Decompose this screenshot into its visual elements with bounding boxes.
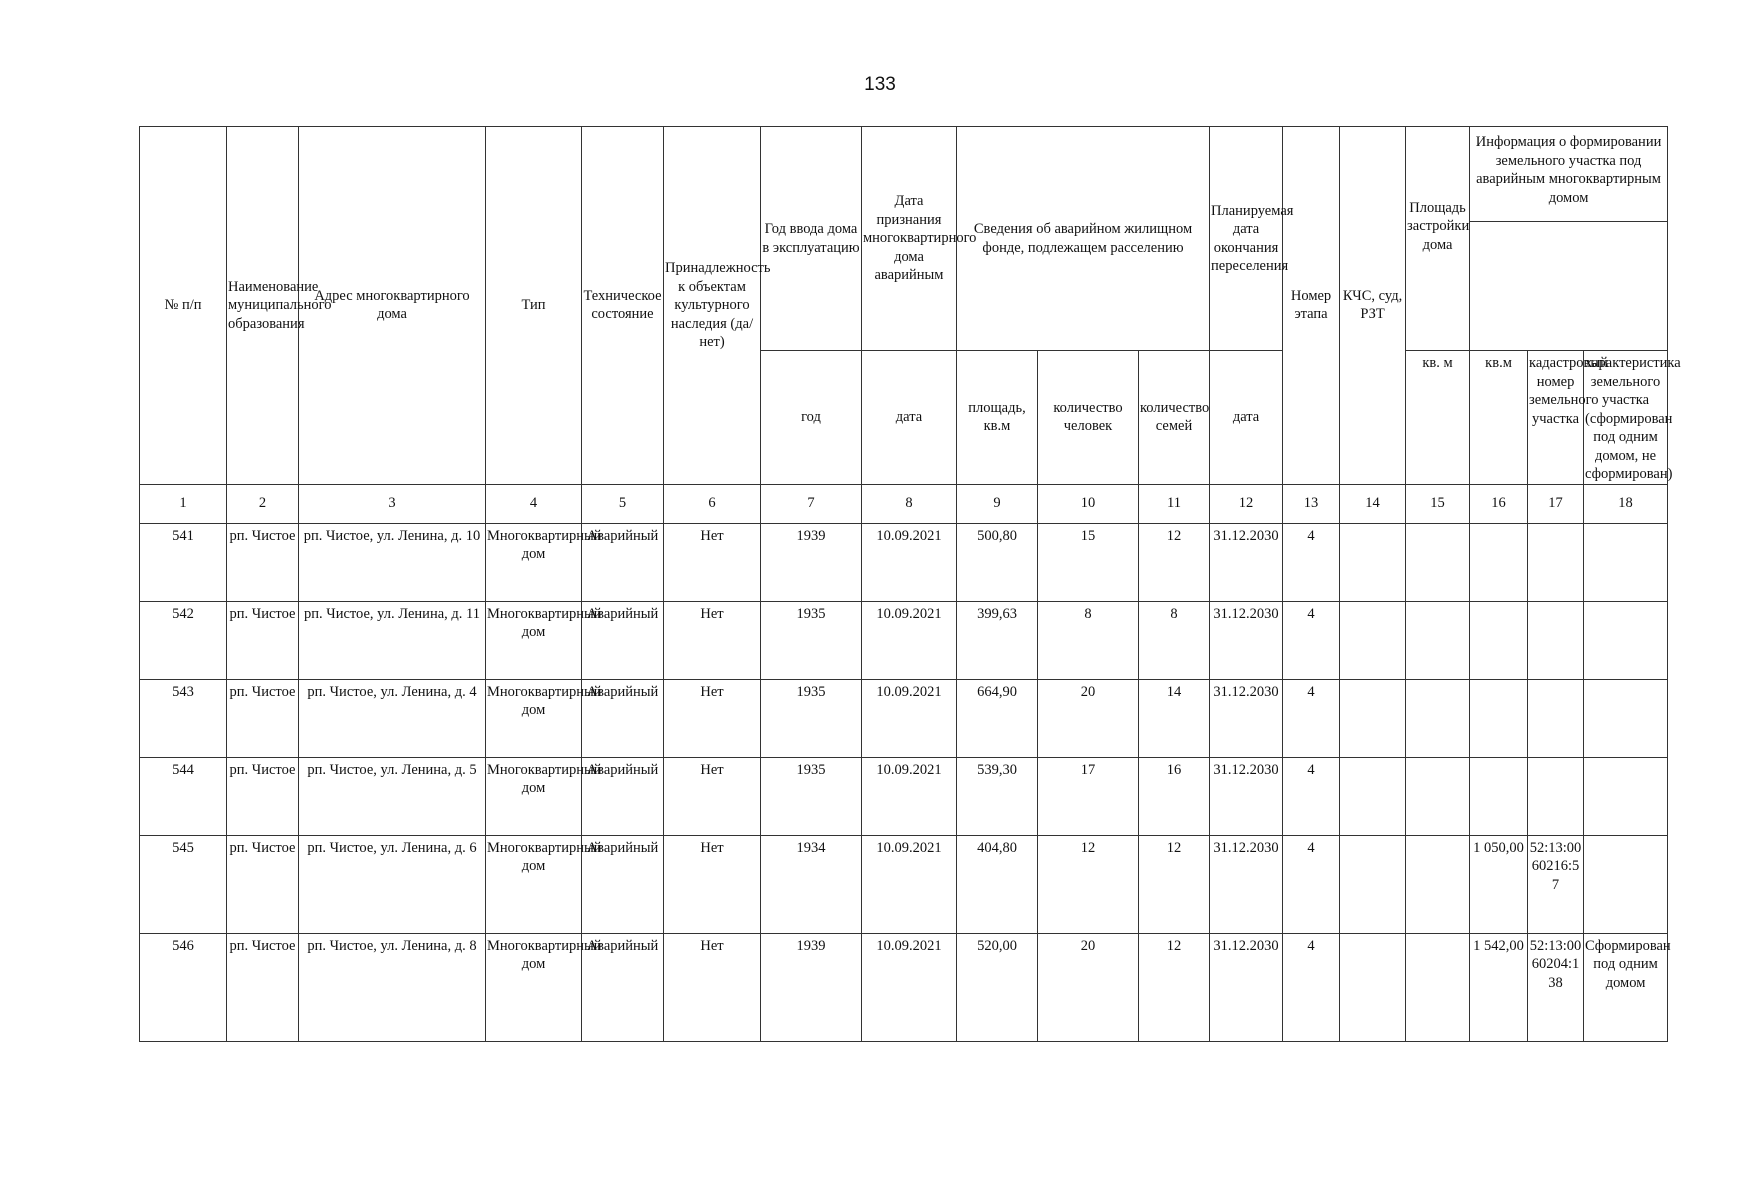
page-number: 133	[864, 74, 896, 95]
cell-plan-date: 31.12.2030	[1210, 835, 1283, 933]
cell-cadastral	[1528, 601, 1584, 679]
cell-state: Аварийный	[582, 835, 664, 933]
cell-plan-date: 31.12.2030	[1210, 933, 1283, 1041]
cell-land-char	[1584, 523, 1668, 601]
header-type: Тип	[486, 127, 582, 485]
cell-stage: 4	[1283, 523, 1340, 601]
header-cadastral-number: кадастровый номер земельного участка	[1528, 351, 1584, 485]
header-unit-kvm-16: кв.м	[1485, 355, 1512, 371]
cell-municipality: рп. Чистое	[227, 601, 299, 679]
cell-heritage: Нет	[664, 933, 761, 1041]
cell-plan-date: 31.12.2030	[1210, 523, 1283, 601]
table-row	[140, 523, 1668, 601]
cell-date: 10.09.2021	[862, 757, 957, 835]
cell-address: рп. Чистое, ул. Ленина, д. 8	[299, 933, 486, 1041]
cell-people: 17	[1038, 757, 1139, 835]
cell-families: 12	[1139, 933, 1210, 1041]
cell-stage: 4	[1283, 933, 1340, 1041]
cell-families: 12	[1139, 523, 1210, 601]
cell-land-char	[1584, 835, 1668, 933]
header-land-plot-group	[1470, 127, 1668, 351]
cell-state: Аварийный	[582, 523, 664, 601]
cell-land-char	[1584, 757, 1668, 835]
cell-area: 539,30	[957, 757, 1038, 835]
cell-date: 10.09.2021	[862, 601, 957, 679]
table-row	[140, 757, 1668, 835]
cell-state: Аварийный	[582, 679, 664, 757]
col-num-8: 8	[862, 484, 957, 523]
emergency-housing-table	[139, 126, 1681, 1042]
col-num-3: 3	[299, 484, 486, 523]
cell-kchs	[1340, 601, 1406, 679]
cell-type: Многоквартирный дом	[486, 601, 582, 679]
cell-land-char	[1584, 601, 1668, 679]
cell-stage: 4	[1283, 601, 1340, 679]
col-num-2: 2	[227, 484, 299, 523]
cell-cadastral: 52:13:0060216:57	[1528, 835, 1584, 933]
cell-plan-date: 31.12.2030	[1210, 757, 1283, 835]
cell-kchs	[1340, 835, 1406, 933]
cell-kchs	[1340, 523, 1406, 601]
cell-municipality: рп. Чистое	[227, 523, 299, 601]
cell-state: Аварийный	[582, 933, 664, 1041]
col-num-15: 15	[1406, 484, 1470, 523]
cell-state: Аварийный	[582, 757, 664, 835]
cell-address: рп. Чистое, ул. Ленина, д. 4	[299, 679, 486, 757]
cell-plan-date: 31.12.2030	[1210, 679, 1283, 757]
cell-cadastral	[1528, 523, 1584, 601]
table-row	[140, 679, 1668, 757]
cell-year: 1935	[761, 601, 862, 679]
header-stage-number: Номер этапа	[1283, 127, 1340, 485]
cell-date: 10.09.2021	[862, 523, 957, 601]
cell-kchs	[1340, 679, 1406, 757]
cell-heritage: Нет	[664, 757, 761, 835]
header-built-area: Площадь застройки дома	[1406, 127, 1470, 351]
header-unit-kvm-15: кв. м	[1406, 351, 1470, 485]
cell-land-char	[1584, 679, 1668, 757]
header-unit-area: площадь, кв.м	[957, 351, 1038, 485]
cell-heritage: Нет	[664, 523, 761, 601]
cell-municipality: рп. Чистое	[227, 757, 299, 835]
cell-num: 545	[140, 835, 227, 933]
cell-year: 1935	[761, 679, 862, 757]
cell-stage: 4	[1283, 679, 1340, 757]
cell-year: 1935	[761, 757, 862, 835]
cell-date: 10.09.2021	[862, 679, 957, 757]
col-num-7: 7	[761, 484, 862, 523]
cell-land-area	[1470, 757, 1528, 835]
header-land-plot-title: Информация о формировании земельного участка под аварийным многоквартирным домом	[1470, 130, 1667, 222]
table-row	[140, 933, 1668, 1041]
cell-land-area: 1 050,00	[1470, 835, 1528, 933]
header-commission-year: Год ввода дома в эксплуатацию	[761, 127, 862, 351]
cell-built-area	[1406, 933, 1470, 1041]
cell-built-area	[1406, 835, 1470, 933]
header-technical-state: Техническое состояние	[582, 127, 664, 485]
cell-date: 10.09.2021	[862, 933, 957, 1041]
cell-type: Многоквартирный дом	[486, 679, 582, 757]
cell-year: 1934	[761, 835, 862, 933]
cell-plan-date: 31.12.2030	[1210, 601, 1283, 679]
header-land-area	[1470, 351, 1528, 485]
cell-state: Аварийный	[582, 601, 664, 679]
cell-stage: 4	[1283, 835, 1340, 933]
col-num-9: 9	[957, 484, 1038, 523]
cell-cadastral: 52:13:0060204:138	[1528, 933, 1584, 1041]
cell-families: 8	[1139, 601, 1210, 679]
cell-land-area	[1470, 679, 1528, 757]
cell-stage: 4	[1283, 757, 1340, 835]
cell-type: Многоквартирный дом	[486, 835, 582, 933]
col-num-14: 14	[1340, 484, 1406, 523]
header-emergency-date: Дата признания многоквартирного дома аварийным	[862, 127, 957, 351]
cell-families: 16	[1139, 757, 1210, 835]
cell-address: рп. Чистое, ул. Ленина, д. 10	[299, 523, 486, 601]
cell-address: рп. Чистое, ул. Ленина, д. 11	[299, 601, 486, 679]
col-num-12: 12	[1210, 484, 1283, 523]
header-land-characteristic: характеристика земельного участка (сформирован под одним домом, не сформирован)	[1584, 351, 1668, 485]
cell-kchs	[1340, 933, 1406, 1041]
header-kchs: КЧС, суд, РЗТ	[1340, 127, 1406, 485]
cell-num: 544	[140, 757, 227, 835]
cell-municipality: рп. Чистое	[227, 835, 299, 933]
cell-municipality: рп. Чистое	[227, 679, 299, 757]
cell-address: рп. Чистое, ул. Ленина, д. 5	[299, 757, 486, 835]
header-municipality: Наименование муниципального образования	[227, 127, 299, 485]
col-num-4: 4	[486, 484, 582, 523]
cell-heritage: Нет	[664, 679, 761, 757]
col-num-18: 18	[1584, 484, 1668, 523]
cell-built-area	[1406, 679, 1470, 757]
header-address: Адрес многоквартирного дома	[299, 127, 486, 485]
cell-people: 8	[1038, 601, 1139, 679]
cell-year: 1939	[761, 933, 862, 1041]
cell-people: 20	[1038, 679, 1139, 757]
cell-people: 15	[1038, 523, 1139, 601]
cell-area: 399,63	[957, 601, 1038, 679]
cell-num: 542	[140, 601, 227, 679]
cell-municipality: рп. Чистое	[227, 933, 299, 1041]
cell-type: Многоквартирный дом	[486, 757, 582, 835]
cell-built-area	[1406, 523, 1470, 601]
cell-type: Многоквартирный дом	[486, 933, 582, 1041]
cell-area: 520,00	[957, 933, 1038, 1041]
col-num-11: 11	[1139, 484, 1210, 523]
col-num-1: 1	[140, 484, 227, 523]
cell-land-area: 1 542,00	[1470, 933, 1528, 1041]
cell-kchs	[1340, 757, 1406, 835]
table-row	[140, 835, 1668, 933]
cell-address: рп. Чистое, ул. Ленина, д. 6	[299, 835, 486, 933]
cell-num: 546	[140, 933, 227, 1041]
cell-people: 12	[1038, 835, 1139, 933]
cell-area: 664,90	[957, 679, 1038, 757]
header-unit-year: год	[761, 351, 862, 485]
header-planned-resettlement: Планируемая дата окончания переселения	[1210, 127, 1283, 351]
header-unit-people: количество человек	[1038, 351, 1139, 485]
cell-people: 20	[1038, 933, 1139, 1041]
col-num-13: 13	[1283, 484, 1340, 523]
col-num-5: 5	[582, 484, 664, 523]
cell-date: 10.09.2021	[862, 835, 957, 933]
cell-families: 12	[1139, 835, 1210, 933]
cell-heritage: Нет	[664, 835, 761, 933]
cell-num: 541	[140, 523, 227, 601]
cell-built-area	[1406, 757, 1470, 835]
col-num-16: 16	[1470, 484, 1528, 523]
header-cultural-heritage: Принадлежность к объектам культурного наследия (да/нет)	[664, 127, 761, 485]
cell-year: 1939	[761, 523, 862, 601]
header-unit-date: дата	[862, 351, 957, 485]
cell-cadastral	[1528, 757, 1584, 835]
cell-land-area	[1470, 523, 1528, 601]
header-unit-families: количество семей	[1139, 351, 1210, 485]
cell-land-area	[1470, 601, 1528, 679]
col-num-6: 6	[664, 484, 761, 523]
cell-area: 404,80	[957, 835, 1038, 933]
cell-heritage: Нет	[664, 601, 761, 679]
cell-built-area	[1406, 601, 1470, 679]
cell-type: Многоквартирный дом	[486, 523, 582, 601]
col-num-17: 17	[1528, 484, 1584, 523]
col-num-10: 10	[1038, 484, 1139, 523]
header-emergency-fund-group: Сведения об аварийном жилищном фонде, подлежащем расселению	[957, 127, 1210, 351]
cell-cadastral	[1528, 679, 1584, 757]
header-unit-plan-date: дата	[1210, 351, 1283, 485]
cell-land-char: Сформирован под одним домом	[1584, 933, 1668, 1041]
cell-num: 543	[140, 679, 227, 757]
table-row	[140, 601, 1668, 679]
cell-families: 14	[1139, 679, 1210, 757]
header-row-number: № п/п	[140, 127, 227, 485]
cell-area: 500,80	[957, 523, 1038, 601]
